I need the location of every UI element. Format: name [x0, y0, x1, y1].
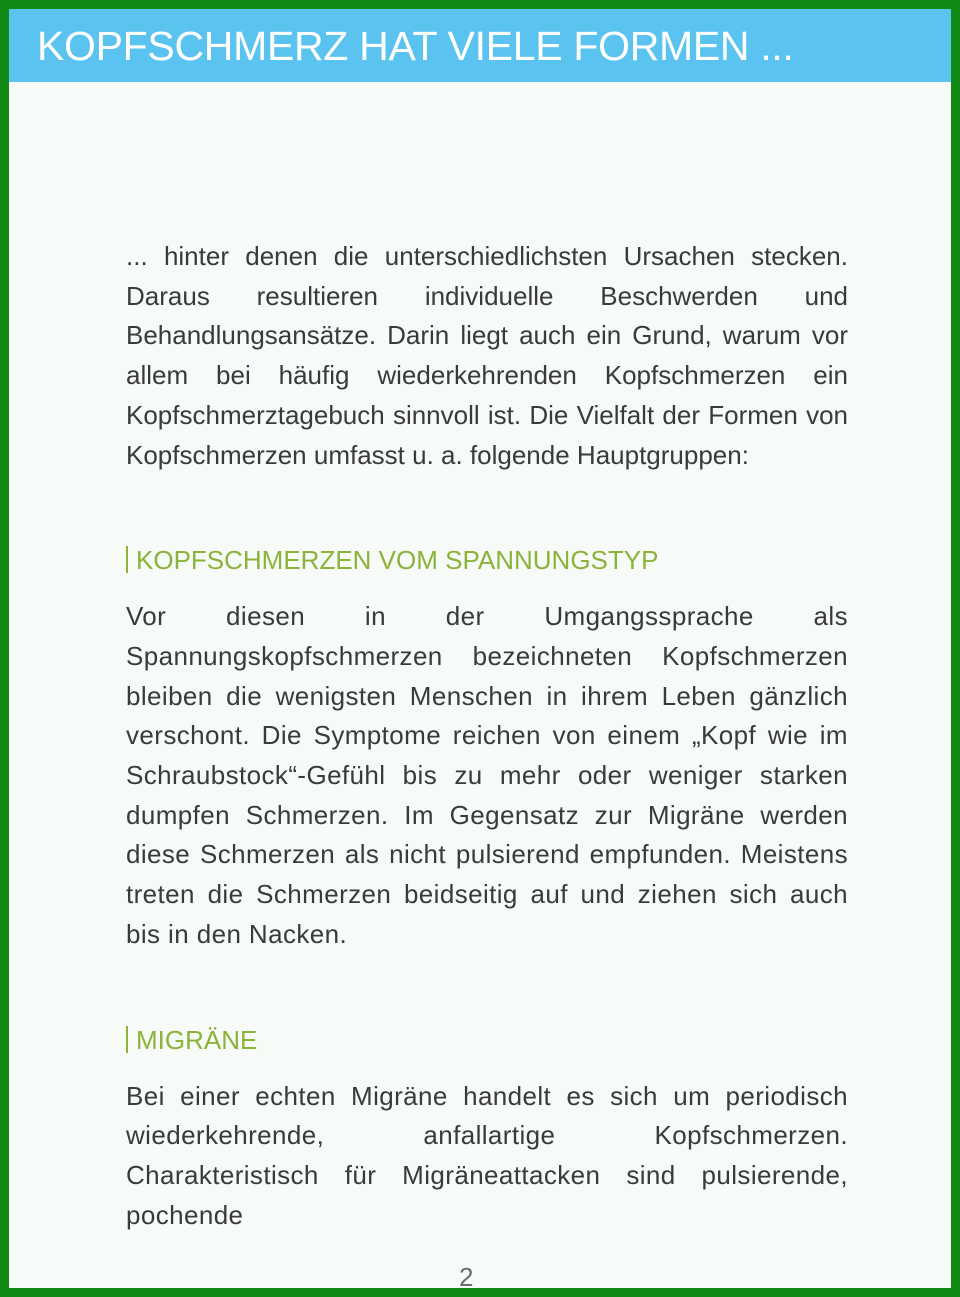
section-heading-spannungstyp	[126, 542, 848, 578]
heading-bar-divider	[126, 1026, 128, 1053]
section-heading-migraene	[126, 1022, 848, 1058]
page-title: KOPFSCHMERZ HAT VIELE FORMEN ...	[37, 23, 794, 69]
section-heading-label: KOPFSCHMERZEN VOM SPANNUNGSTYP	[136, 545, 659, 576]
heading-bar-divider	[126, 546, 128, 573]
title-banner	[9, 9, 951, 82]
page-number: 2	[459, 1262, 474, 1288]
section-heading-label: MIGRÄNE	[136, 1024, 258, 1055]
section-paragraph-spannungstyp: Vor diesen in der Umgangssprache als Spannungskopfschmerzen bezeichneten Kopfschmerzen bleiben die wenigsten Menschen in ihrem Leben gänzlich verschont. Die Symptome reichen von einem „Kopf wie im Schraubstock“-Gefühl bis zu mehr oder weniger starken dumpfen Schmerzen. Im Gegensatz zur Migräne werden diese Schmerzen als nicht pulsierend empfunden. Meistens treten die Schmerzen beidseitig auf und ziehen sich auch bis in den Nacken.	[126, 601, 848, 949]
article-body	[126, 237, 848, 1235]
intro-paragraph: ... hinter denen die unterschiedlichsten Ursachen stecken. Daraus resultieren individuelle Beschwerden und Behandlungsansätze. Darin liegt auch ein Grund, warum vor allem bei häufig wiederkehrenden Kopfschmerzen ein Kopfschmerztagebuch sinnvoll ist. Die Vielfalt der Formen von Kopfschmerzen umfasst u. a. folgende Hauptgruppen:	[126, 241, 848, 470]
section-paragraph-migraene: Bei einer echten Migräne handelt es sich um periodisch wiederkehrende, anfallartige Kopfschmerzen. Charakteristisch für Migräneattacken sind pulsierende, pochende	[126, 1080, 848, 1230]
page	[9, 9, 951, 1288]
